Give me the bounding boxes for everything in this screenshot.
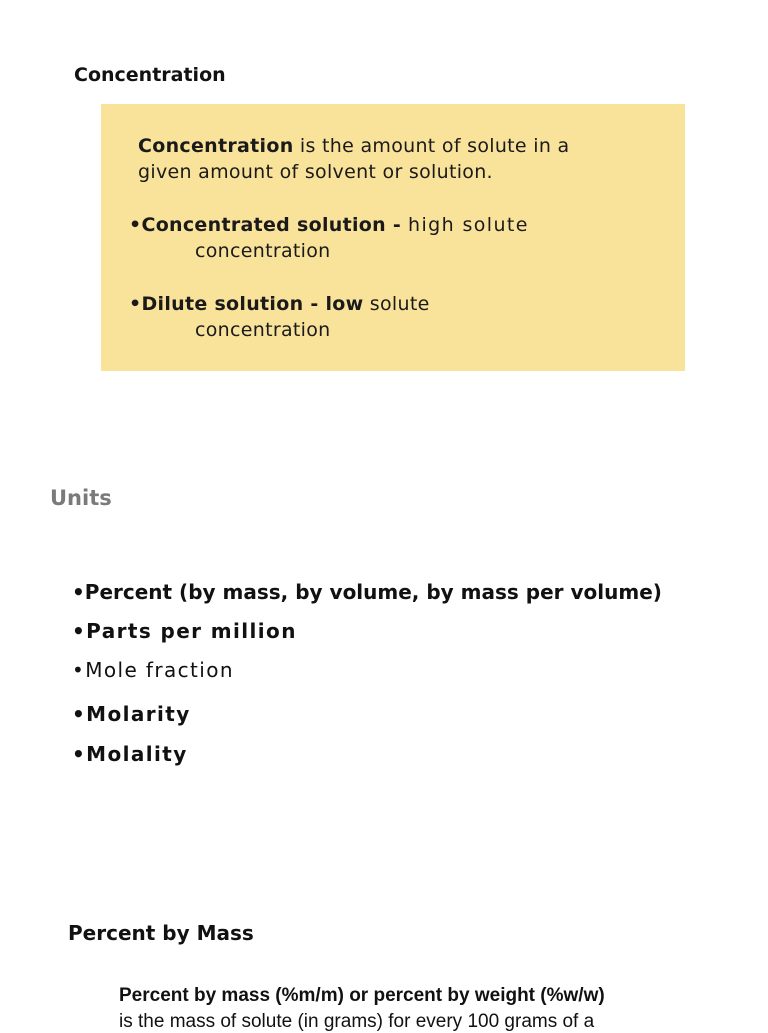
unit-item-molality: •Molality [72, 742, 188, 766]
definition-line-1 [138, 133, 569, 159]
percent-by-mass-title: Percent by Mass [68, 921, 254, 945]
unit-item-molarity: •Molarity [72, 702, 191, 726]
definition-term: Concentration [138, 135, 294, 157]
unit-item-ppm: •Parts per million [72, 619, 297, 643]
definition-line-2: given amount of solvent or solution. [138, 161, 493, 183]
bullet-dilute-term: •Dilute solution - low [129, 293, 364, 315]
percent-by-mass-line-1: Percent by mass (%m/m) or percent by weight (%w/w) [119, 985, 605, 1006]
bullet-concentrated-term: •Concentrated solution - [129, 214, 408, 236]
bullet-concentrated [129, 212, 529, 238]
bullet-dilute-line-2: concentration [195, 319, 331, 341]
bullet-dilute [129, 291, 430, 317]
definition-text: is the amount of solute in a [293, 135, 570, 157]
unit-item-percent: •Percent (by mass, by volume, by mass per volume) [72, 580, 662, 604]
bullet-concentrated-line-2: concentration [195, 240, 331, 262]
definition-box [101, 104, 685, 371]
unit-item-mole-fraction: •Mole fraction [72, 658, 234, 682]
bullet-concentrated-text: high solute [408, 214, 529, 236]
concentration-title: Concentration [74, 64, 226, 86]
percent-by-mass-line-2: is the mass of solute (in grams) for every 100 grams of a [119, 1011, 595, 1032]
bullet-dilute-text: solute [363, 293, 430, 315]
units-title: Units [50, 486, 112, 510]
